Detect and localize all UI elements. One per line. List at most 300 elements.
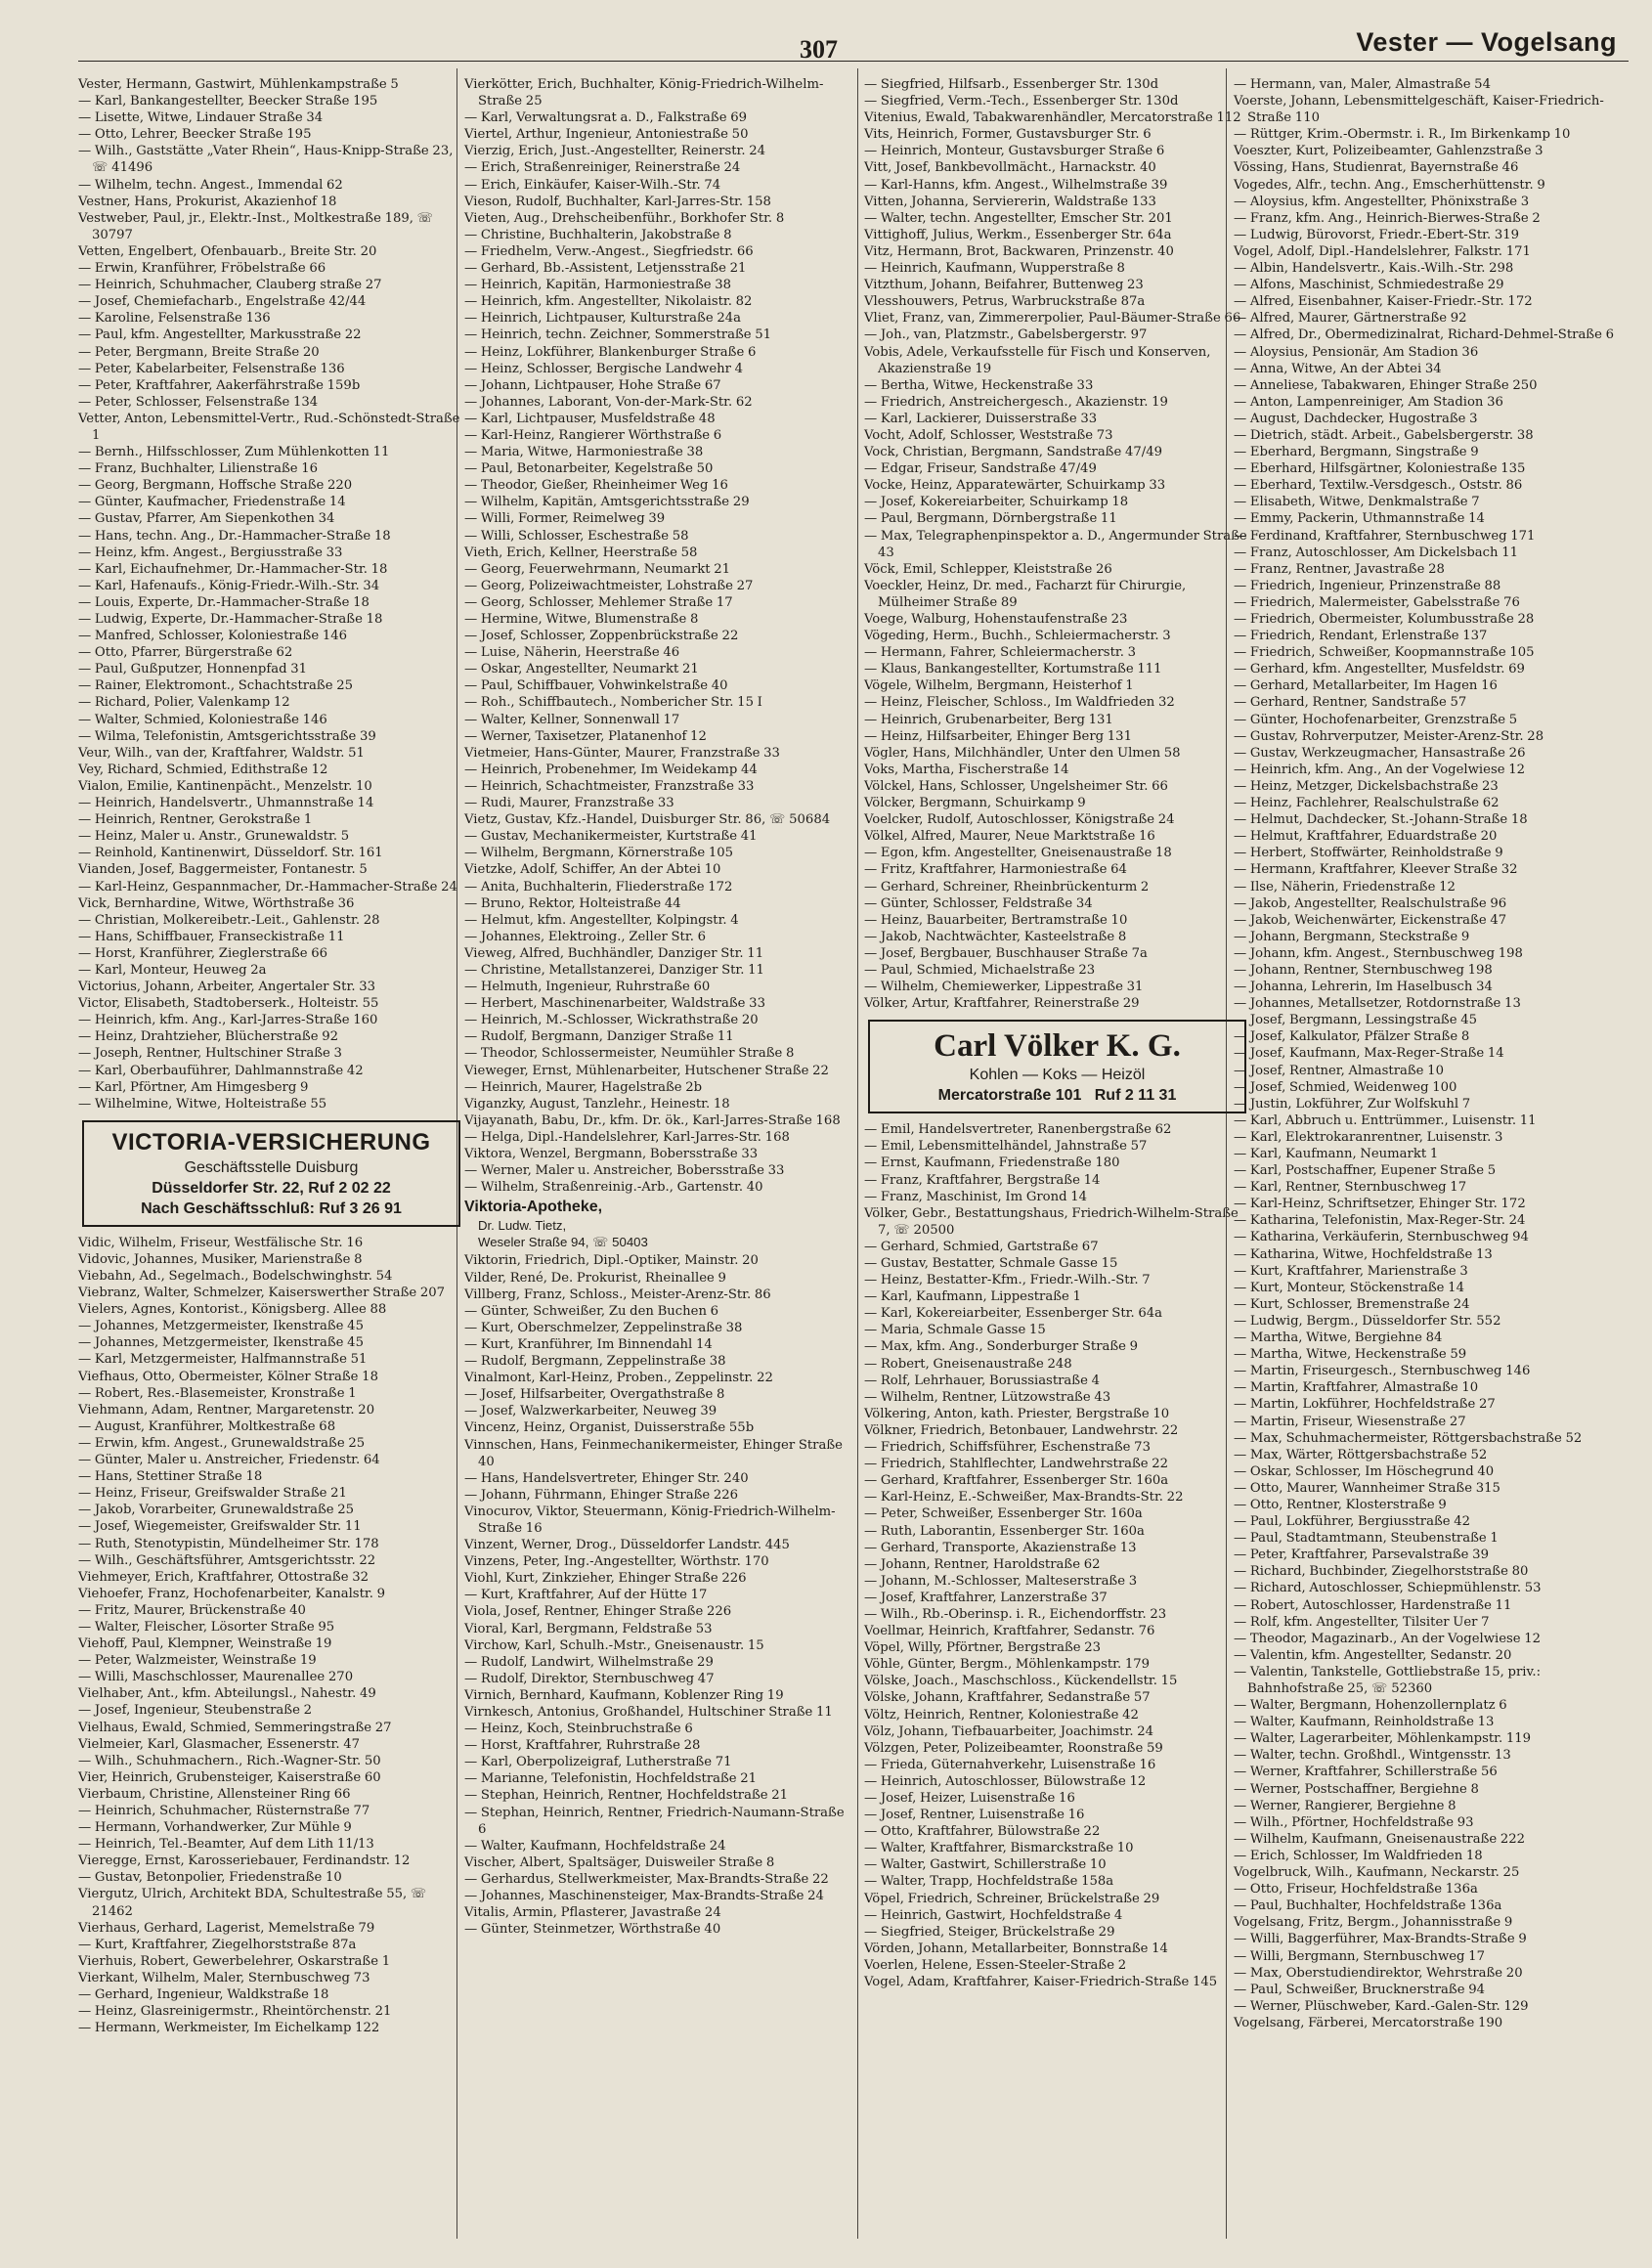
directory-entry: — Johann, Bergmann, Steckstraße 9	[1234, 929, 1470, 944]
directory-entry: Viktora, Wenzel, Bergmann, Bobersstraße 33	[464, 1147, 759, 1161]
directory-entry: — Heinrich, Schuhmacher, Clauberg straße 27	[78, 278, 382, 293]
directory-entry: — Walter, Bergmann, Hohenzollernplatz 6	[1234, 1698, 1507, 1714]
ad-line: Weseler Straße 94, ☏ 50403	[478, 1235, 648, 1250]
directory-entry: — Helmut, Kraftfahrer, Eduardstraße 20	[1234, 829, 1498, 845]
directory-entry: Voege, Walburg, Hohenstaufenstraße 23	[864, 612, 1128, 627]
directory-entry: Vock, Christian, Bergmann, Sandstraße 47/49	[864, 445, 1162, 460]
directory-entry: — Wilma, Telefonistin, Amtsgerichtsstraße 39	[78, 728, 376, 744]
directory-entry: — Willi, Maschschlosser, Maurenallee 270	[78, 1670, 354, 1685]
directory-entry: — Karl-Heinz, Rangierer Wörthstraße 6	[464, 427, 722, 443]
directory-entry: — Gustav, Pfarrer, Am Siepenkothen 34	[78, 511, 335, 527]
directory-entry: — Karl, Oberbauführer, Dahlmannstraße 42	[78, 1063, 364, 1078]
directory-entry: — Ludwig, Bergm., Düsseldorfer Str. 552	[1234, 1313, 1501, 1329]
directory-entry: — Karl, Hafenaufs., König-Friedr.-Wilh.-Str. 34	[78, 578, 380, 593]
directory-entry: Vetter, Anton, Lebensmittel-Vertr., Rud.-Schönstedt-Straße 1	[78, 411, 460, 443]
directory-entry: Viehmeyer, Erich, Kraftfahrer, Ottostraße 32	[78, 1569, 369, 1585]
directory-entry: — Max, kfm. Ang., Sonderburger Straße 9	[864, 1339, 1139, 1355]
directory-entry: — Friedrich, Obermeister, Kolumbusstraße 28	[1234, 612, 1535, 627]
directory-entry: Voerste, Johann, Lebensmittelgeschäft, Kaiser-Friedrich-Straße 110	[1234, 94, 1604, 126]
directory-entry: — Walter, Gastwirt, Schillerstraße 10	[864, 1857, 1107, 1873]
directory-entry: Voks, Martha, Fischerstraße 14	[864, 762, 1069, 777]
directory-entry: — Heinz, Bestatter-Kfm., Friedr.-Wilh.-Str. 7	[864, 1273, 1151, 1288]
directory-entry: — Werner, Maler u. Anstreicher, Bobersstraße 33	[464, 1163, 785, 1179]
directory-entry: Virchow, Karl, Schulh.-Mstr., Gneisenaustr. 15	[464, 1637, 764, 1653]
directory-entry: — Johann, M.-Schlosser, Malteserstraße 3	[864, 1573, 1138, 1589]
directory-entry: Voeszter, Kurt, Polizeibeamter, Gahlenzstraße 3	[1234, 144, 1543, 159]
directory-entry: — Josef, Schmied, Weidenweg 100	[1234, 1079, 1457, 1095]
directory-entry: — Horst, Kranführer, Zieglerstraße 66	[78, 945, 328, 961]
directory-entry: — Franz, Rentner, Javastraße 28	[1234, 561, 1445, 577]
directory-entry: — Karl, Metzgermeister, Halfmannstraße 51	[78, 1352, 368, 1368]
directory-entry: — Wilhelm, techn. Angest., Immendal 62	[78, 177, 343, 193]
directory-entry: — Erich, Schlosser, Im Waldfrieden 18	[1234, 1848, 1483, 1863]
directory-entry: Vielhaus, Ewald, Schmied, Semmeringstraße 27	[78, 1720, 392, 1735]
directory-entry: — Karl, Oberpolizeigraf, Lutherstraße 71	[464, 1755, 732, 1770]
directory-entry: — Edgar, Friseur, Sandstraße 47/49	[864, 461, 1097, 477]
directory-entry: Vitzthum, Johann, Beifahrer, Buttenweg 23	[864, 278, 1144, 293]
directory-entry: — Josef, Heizer, Luisenstraße 16	[864, 1791, 1075, 1806]
directory-entry: Victorius, Johann, Arbeiter, Angertaler Str. 33	[78, 980, 375, 995]
directory-entry: Völcker, Bergmann, Schuirkamp 9	[864, 796, 1086, 811]
directory-entry: — Peter, Schweißer, Essenberger Str. 160a	[864, 1506, 1143, 1522]
directory-entry: Vögele, Wilhelm, Bergmann, Heisterhof 1	[864, 678, 1134, 694]
directory-entry: — Heinrich, techn. Zeichner, Sommerstraße 51	[464, 327, 772, 343]
directory-entry: — Willi, Former, Reimelweg 39	[464, 511, 666, 527]
directory-entry: Vielers, Agnes, Kontorist., Königsberg. Allee 88	[78, 1302, 387, 1318]
directory-entry: — Wilhelm, Rentner, Lützowstraße 43	[864, 1389, 1111, 1405]
directory-entry: — Karl, Pförtner, Am Himgesberg 9	[78, 1079, 309, 1095]
directory-entry: — Martin, Lokführer, Hochfeldstraße 27	[1234, 1397, 1496, 1413]
directory-entry: — Karl-Heinz, Schriftsetzer, Ehinger Str. 172	[1234, 1197, 1526, 1212]
directory-entry: — Max, Telegraphenpinspektor a. D., Angermunder Straße 43	[864, 528, 1247, 560]
directory-entry: — Hans, techn. Ang., Dr.-Hammacher-Straße 18	[78, 528, 391, 544]
directory-entry: Vidic, Wilhelm, Friseur, Westfälische Str. 16	[78, 1235, 364, 1250]
ad-line: Düsseldorfer Str. 22, Ruf 2 02 22	[152, 1179, 391, 1197]
directory-entry: Victor, Elisabeth, Stadtoberserk., Holteistr. 55	[78, 996, 379, 1012]
directory-entry: Vinocurov, Viktor, Steuermann, König-Friedrich-Wilhelm-Straße 16	[464, 1504, 836, 1536]
directory-entry: — Josef, Bergbauer, Buschhauser Straße 7a	[864, 945, 1148, 961]
directory-entry: — Walter, Kellner, Sonnenwall 17	[464, 712, 680, 727]
directory-entry: — Gerhard, Bb.-Assistent, Letjensstraße 21	[464, 261, 747, 277]
directory-entry: — Peter, Kraftfahrer, Aakerfährstraße 159b	[78, 377, 361, 393]
directory-entry: Völzgen, Peter, Polizeibeamter, Roonstraße 59	[864, 1740, 1163, 1756]
directory-entry: — Walter, Kaufmann, Hochfeldstraße 24	[464, 1838, 726, 1854]
directory-entry: — Klaus, Bankangestellter, Kortumstraße 111	[864, 662, 1162, 677]
directory-entry: Vlesshouwers, Petrus, Warbruckstraße 87a	[864, 294, 1146, 310]
directory-entry: — Max, Wärter, Röttgersbachstraße 52	[1234, 1447, 1488, 1462]
directory-entry: — Gustav, Bestatter, Schmale Gasse 15	[864, 1256, 1118, 1271]
directory-entry: — Kurt, Kraftfahrer, Auf der Hütte 17	[464, 1588, 708, 1603]
directory-entry: — Robert, Gneisenaustraße 248	[864, 1356, 1072, 1372]
directory-entry: — Paul, Buchhalter, Hochfeldstraße 136a	[1234, 1898, 1502, 1914]
directory-entry: — Karl, Eichaufnehmer, Dr.-Hammacher-Str. 18	[78, 561, 388, 577]
directory-entry: — Theodor, Gießer, Rheinheimer Weg 16	[464, 478, 728, 494]
directory-entry: Vietz, Gustav, Kfz.-Handel, Duisburger Str. 86, ☏ 50684	[464, 812, 831, 828]
directory-entry: — Josef, Walzwerkarbeiter, Neuweg 39	[464, 1404, 717, 1419]
directory-entry: — Walter, Trapp, Hochfeldstraße 158a	[864, 1874, 1114, 1890]
directory-entry: — Heinz, Bauarbeiter, Bertramstraße 10	[864, 912, 1128, 928]
directory-entry: Virnkesch, Antonius, Großhandel, Hultschiner Straße 11	[464, 1705, 833, 1720]
directory-entry: Vieten, Aug., Drehscheibenführ., Borkhofer Str. 8	[464, 210, 785, 226]
directory-entry: — Friedrich, Rendant, Erlenstraße 137	[1234, 629, 1488, 644]
directory-entry: — Wilh., Rb.-Oberinsp. i. R., Eichendorffstr. 23	[864, 1606, 1167, 1622]
directory-entry: — Gerhard, Rentner, Sandstraße 57	[1234, 695, 1467, 711]
directory-entry: Viebranz, Walter, Schmelzer, Kaiserswerther Straße 207	[78, 1286, 446, 1301]
directory-entry: — Wilh., Pförtner, Hochfeldstraße 93	[1234, 1814, 1474, 1830]
directory-entry: — Karl, Elektrokaranrentner, Luisenstr. 3	[1234, 1129, 1503, 1145]
directory-entry: — Martin, Friseur, Wiesenstraße 27	[1234, 1414, 1466, 1429]
directory-entry: Vijayanath, Babu, Dr., kfm. Dr. ök., Karl-Jarres-Straße 168	[464, 1112, 841, 1128]
directory-entry: — Josef, Hilfsarbeiter, Overgathstraße 8	[464, 1387, 725, 1403]
directory-entry: — Johannes, Laborant, Von-der-Mark-Str. 62	[464, 394, 753, 410]
directory-entry: Vioral, Karl, Bergmann, Feldstraße 53	[464, 1621, 713, 1636]
directory-entry: Viehoefer, Franz, Hochofenarbeiter, Kanalstr. 9	[78, 1586, 386, 1601]
directory-entry: — Reinhold, Kantinenwirt, Düsseldorf. Str. 161	[78, 846, 383, 861]
directory-entry: — Ludwig, Experte, Dr.-Hammacher-Straße 18	[78, 612, 383, 627]
directory-entry: Voeckler, Heinz, Dr. med., Facharzt für Chirurgie, Mülheimer Straße 89	[864, 578, 1187, 610]
directory-entry: — Werner, Rangierer, Bergiehne 8	[1234, 1798, 1456, 1813]
directory-entry: Viola, Josef, Rentner, Ehinger Straße 226	[464, 1604, 732, 1620]
directory-entry: Vogedes, Alfr., techn. Ang., Emscherhüttenstr. 9	[1234, 177, 1545, 193]
directory-entry: — Gerhard, Transporte, Akazienstraße 13	[864, 1540, 1137, 1555]
directory-entry: — Josef, Kaufmann, Max-Reger-Straße 14	[1234, 1046, 1504, 1062]
directory-entry: — Katharina, Telefonistin, Max-Reger-Str. 24	[1234, 1213, 1526, 1229]
directory-entry: Völtz, Heinrich, Rentner, Koloniestraße 42	[864, 1707, 1139, 1723]
directory-entry: — Rüttger, Krim.-Obermstr. i. R., Im Birkenkamp 10	[1234, 127, 1571, 143]
directory-entry: — Stephan, Heinrich, Rentner, Friedrich-Naumann-Straße 6	[464, 1805, 845, 1837]
directory-entry: — Hans, Stettiner Straße 18	[78, 1469, 263, 1485]
directory-entry: Völkering, Anton, kath. Priester, Bergstraße 10	[864, 1406, 1170, 1421]
directory-entry: Vietzke, Adolf, Schiffer, An der Abtei 10	[464, 862, 721, 878]
directory-entry: — Valentin, kfm. Angestellter, Sedanstr. 20	[1234, 1647, 1512, 1663]
directory-entry: — Otto, Lehrer, Beecker Straße 195	[78, 127, 312, 143]
directory-entry: — Willi, Bergmann, Sternbuschweg 17	[1234, 1948, 1485, 1964]
directory-entry: — Valentin, Tankstelle, Gottliebstraße 15, priv.: Bahnhofstraße 25, ☏ 52360	[1234, 1664, 1542, 1696]
directory-entry: — Ruth, Laborantin, Essenberger Str. 160a	[864, 1523, 1145, 1539]
directory-entry: — Hermann, Kraftfahrer, Kleever Straße 32	[1234, 862, 1518, 878]
directory-entry: — Robert, Autoschlosser, Hardenstraße 11	[1234, 1597, 1512, 1613]
directory-entry: Vittighoff, Julius, Werkm., Essenberger Str. 64a	[864, 227, 1172, 242]
directory-entry: — Hermann, van, Maler, Almastraße 54	[1234, 77, 1491, 92]
directory-entry: — Heinrich, kfm. Ang., An der Vogelwiese 12	[1234, 762, 1525, 777]
directory-entry: — Rolf, Lehrhauer, Borussiastraße 4	[864, 1373, 1100, 1388]
directory-entry: — Josef, Kokereiarbeiter, Schuirkamp 18	[864, 495, 1129, 510]
directory-entry: — Friedrich, Stahlflechter, Landwehrstraße 22	[864, 1457, 1169, 1472]
directory-entry: Vestweber, Paul, jr., Elektr.-Inst., Moltkestraße 189, ☏ 30797	[78, 210, 434, 242]
ad-line: Kohlen — Koks — Heizöl	[969, 1067, 1146, 1084]
directory-entry: Vössing, Hans, Studienrat, Bayernstraße 46	[1234, 160, 1519, 176]
directory-entry: — Egon, kfm. Angestellter, Gneisenaustraße 18	[864, 846, 1172, 861]
directory-entry: Vocke, Heinz, Apparatewärter, Schuirkamp 33	[864, 478, 1166, 494]
directory-entry: — Ludwig, Bürovorst, Friedr.-Ebert-Str. 319	[1234, 227, 1520, 242]
directory-entry: — Georg, Schlosser, Mehlemer Straße 17	[464, 594, 733, 610]
directory-entry: — Martha, Witwe, Heckenstraße 59	[1234, 1347, 1467, 1363]
directory-entry: — Josef, Ingenieur, Steubenstraße 2	[78, 1703, 312, 1719]
directory-entry: — Hermann, Fahrer, Schleiermacherstr. 3	[864, 645, 1136, 661]
directory-entry: — Günter, Schlosser, Feldstraße 34	[864, 895, 1093, 911]
directory-entry: — Ferdinand, Kraftfahrer, Sternbuschweg 171	[1234, 528, 1536, 544]
directory-entry: — Gustav, Betonpolier, Friedenstraße 10	[78, 1870, 342, 1886]
directory-entry: — Paul, Schmied, Michaelstraße 23	[864, 962, 1096, 978]
directory-entry: — Johannes, Metallsetzer, Rotdornstraße 13	[1234, 996, 1521, 1012]
directory-entry: — Paul, kfm. Angestellter, Markusstraße 22	[78, 327, 362, 343]
directory-entry: — Hermann, Werkmeister, Im Eichelkamp 122	[78, 2021, 380, 2036]
directory-entry: Vobis, Adele, Verkaufsstelle für Fisch und Konserven, Akazienstraße 19	[864, 344, 1211, 376]
directory-entry: — Wilhelmine, Witwe, Holteistraße 55	[78, 1096, 327, 1112]
directory-entry: — Gerhardus, Stellwerkmeister, Max-Brandts-Straße 22	[464, 1871, 829, 1887]
directory-entry: — Kurt, Monteur, Stöckenstraße 14	[1234, 1280, 1464, 1295]
directory-entry: Vörden, Johann, Metallarbeiter, Bonnstraße 14	[864, 1941, 1168, 1956]
directory-entry: — Max, Schuhmachermeister, Röttgersbachstraße 52	[1234, 1430, 1583, 1446]
directory-entry: — Johann, Lichtpauser, Hohe Straße 67	[464, 377, 721, 393]
directory-entry: — Peter, Walzmeister, Weinstraße 19	[78, 1653, 317, 1669]
directory-entry: — Maria, Witwe, Harmoniestraße 38	[464, 445, 704, 460]
directory-entry: — Franz, Buchhalter, Lilienstraße 16	[78, 461, 319, 477]
directory-entry: — Wilhelm, Kapitän, Amtsgerichtsstraße 29	[464, 495, 750, 510]
directory-entry: Vogel, Adolf, Dipl.-Handelslehrer, Falkstr. 171	[1234, 243, 1531, 259]
directory-entry: — Wilhelm, Kaufmann, Gneisenaustraße 222	[1234, 1831, 1526, 1847]
directory-entry: — Kurt, Schlosser, Bremenstraße 24	[1234, 1296, 1470, 1312]
directory-entry: — Erich, Straßenreiniger, Reinerstraße 24	[464, 160, 741, 176]
directory-entry: — Werner, Plüschweber, Kard.-Galen-Str. 129	[1234, 1998, 1529, 2014]
directory-entry: — Emmy, Packerin, Uthmannstraße 14	[1234, 511, 1485, 527]
directory-entry: — Katharina, Witwe, Hochfeldstraße 13	[1234, 1246, 1493, 1262]
directory-entry: — Heinrich, Monteur, Gustavsburger Straße 6	[864, 144, 1165, 159]
directory-entry: — Heinrich, Autoschlosser, Bülowstraße 12	[864, 1773, 1147, 1789]
directory-entry: Vierhuis, Robert, Gewerbelehrer, Oskarstraße 1	[78, 1953, 391, 1969]
directory-entry: — Peter, Schlosser, Felsenstraße 134	[78, 394, 319, 410]
directory-entry: — Emil, Handelsvertreter, Ranenbergstraße 62	[864, 1122, 1172, 1138]
directory-entry: — Friedrich, Ingenieur, Prinzenstraße 88	[1234, 578, 1501, 593]
directory-entry: — Fritz, Kraftfahrer, Harmoniestraße 64	[864, 862, 1127, 878]
directory-entry: — Elisabeth, Witwe, Denkmalstraße 7	[1234, 495, 1480, 510]
directory-entry: Vieson, Rudolf, Buchhalter, Karl-Jarres-Str. 158	[464, 194, 771, 209]
directory-entry: Vilder, René, De. Prokurist, Rheinallee 9	[464, 1270, 726, 1286]
directory-entry: — Manfred, Schlosser, Koloniestraße 146	[78, 629, 348, 644]
ad-title: Carl Völker K. G.	[934, 1028, 1181, 1065]
directory-entry: Voerlen, Helene, Essen-Steeler-Straße 2	[864, 1957, 1127, 1973]
ad-title: Viktoria-Apotheke,	[464, 1199, 603, 1216]
directory-entry: — Peter, Kabelarbeiter, Felsenstraße 136	[78, 361, 345, 376]
directory-entry: — Friedhelm, Verw.-Angest., Siegfriedstr. 66	[464, 243, 754, 259]
directory-entry: — Wilh., Geschäftsführer, Amtsgerichtsstr. 22	[78, 1552, 376, 1568]
directory-entry: — Rolf, kfm. Angestellter, Tilsiter Uer 7	[1234, 1614, 1490, 1630]
directory-entry: Vietmeier, Hans-Günter, Maurer, Franzstraße 33	[464, 745, 780, 761]
directory-entry: — Siegfried, Verm.-Tech., Essenberger Str. 130d	[864, 94, 1179, 109]
directory-entry: Voellmar, Heinrich, Kraftfahrer, Sedanstr. 76	[864, 1624, 1155, 1639]
directory-entry: Vitt, Josef, Bankbevollmächt., Harnackstr. 40	[864, 160, 1156, 176]
directory-entry: — Albin, Handelsvertr., Kais.-Wilh.-Str. 298	[1234, 261, 1514, 277]
directory-entry: — Heinz, Fleischer, Schloss., Im Waldfrieden 32	[864, 695, 1175, 711]
directory-entry: — Heinz, Fachlehrer, Realschulstraße 62	[1234, 796, 1500, 811]
directory-entry: — Karl-Hanns, kfm. Angest., Wilhelmstraße 39	[864, 177, 1168, 193]
directory-entry: — Louis, Experte, Dr.-Hammacher-Straße 18	[78, 594, 370, 610]
directory-entry: Vieregge, Ernst, Karosseriebauer, Ferdinandstr. 12	[78, 1854, 411, 1869]
directory-entry: — Ilse, Näherin, Friedenstraße 12	[1234, 879, 1456, 894]
viktoria-apotheke-entry	[464, 1198, 850, 1250]
directory-entry: — Josef, Rentner, Almastraße 10	[1234, 1063, 1444, 1078]
directory-entry: — Heinrich, Gastwirt, Hochfeldstraße 4	[864, 1907, 1123, 1923]
directory-entry: — August, Kranführer, Moltkestraße 68	[78, 1418, 336, 1434]
directory-entry: Vielhaber, Ant., kfm. Abteilungsl., Nahestr. 49	[78, 1686, 376, 1702]
directory-entry: — Johannes, Metzgermeister, Ikenstraße 45	[78, 1335, 364, 1351]
directory-entry: — Josef, Wiegemeister, Greifswalder Str. 11	[78, 1519, 362, 1535]
directory-entry: Vialon, Emilie, Kantinenpächt., Menzelstr. 10	[78, 778, 372, 794]
directory-entry: Viebahn, Ad., Segelmach., Bodelschwinghstr. 54	[78, 1269, 393, 1284]
directory-entry: Vogel, Adam, Kraftfahrer, Kaiser-Friedrich-Straße 145	[864, 1975, 1218, 1990]
directory-entry: Viefhaus, Otto, Obermeister, Kölner Straße 18	[78, 1369, 378, 1384]
directory-entry: — Wilhelm, Chemiewerker, Lippestraße 31	[864, 980, 1144, 995]
directory-entry: — Heinz, Lokführer, Blankenburger Straße 6	[464, 344, 757, 360]
directory-entry: Völske, Johann, Kraftfahrer, Sedanstraße 57	[864, 1690, 1151, 1706]
directory-entry: — Martin, Friseurgesch., Sternbuschweg 146	[1234, 1364, 1531, 1379]
directory-entry: — Katharina, Verkäuferin, Sternbuschweg 94	[1234, 1230, 1529, 1245]
directory-entry: — Bertha, Witwe, Heckenstraße 33	[864, 377, 1094, 393]
directory-entry: — Franz, Autoschlosser, Am Dickelsbach 11	[1234, 545, 1518, 560]
directory-entry: Vidovic, Johannes, Musiker, Marienstraße 8	[78, 1251, 363, 1267]
directory-entry: — August, Dachdecker, Hugostraße 3	[1234, 411, 1478, 426]
directory-entry: — Ruth, Stenotypistin, Mündelheimer Str. 178	[78, 1536, 379, 1551]
directory-entry: — Gustav, Mechanikermeister, Kurtstraße 41	[464, 829, 758, 845]
directory-entry: — Willi, Baggerführer, Max-Brandts-Straße 9	[1234, 1932, 1527, 1947]
directory-entry: — Paul, Stadtamtmann, Steubenstraße 1	[1234, 1531, 1499, 1547]
directory-entry: Vinnschen, Hans, Feinmechanikermeister, Ehinger Straße 40	[464, 1437, 843, 1469]
directory-entry: — Werner, Postschaffner, Bergiehne 8	[1234, 1781, 1479, 1797]
directory-entry: — Helmut, Dachdecker, St.-Johann-Straße 18	[1234, 812, 1528, 828]
page-number: 307	[800, 35, 838, 64]
directory-entry: Voelcker, Rudolf, Autoschlosser, Königstraße 24	[864, 812, 1175, 828]
directory-entry: Viohl, Kurt, Zinkzieher, Ehinger Straße 226	[464, 1571, 747, 1587]
directory-entry: — Josef, Schlosser, Zoppenbrückstraße 22	[464, 629, 739, 644]
directory-entry: — Franz, Maschinist, Im Grond 14	[864, 1189, 1088, 1204]
directory-entry: — Heinrich, Handelsvertr., Uhmannstraße 14	[78, 796, 374, 811]
directory-entry: — Alfred, Dr., Obermedizinalrat, Richard-Dehmel-Straße 6	[1234, 327, 1614, 343]
directory-entry: — Otto, Friseur, Hochfeldstraße 136a	[1234, 1882, 1478, 1897]
directory-entry: — Gerhard, Kraftfahrer, Essenberger Str. 160a	[864, 1473, 1169, 1489]
directory-entry: — Siegfried, Steiger, Brückelstraße 29	[864, 1924, 1115, 1940]
directory-entry: — Jakob, Nachtwächter, Kasteelstraße 8	[864, 929, 1127, 944]
directory-entry: Vestner, Hans, Prokurist, Akazienhof 18	[78, 194, 337, 209]
directory-entry: — Marianne, Telefonistin, Hochfeldstraße 21	[464, 1771, 758, 1787]
directory-entry: Vitalis, Armin, Pflasterer, Javastraße 24	[464, 1905, 721, 1921]
directory-entry: — Friedrich, Anstreichergesch., Akazienstr. 19	[864, 394, 1168, 410]
directory-entry: Viergutz, Ulrich, Architekt BDA, Schultestraße 55, ☏ 21462	[78, 1887, 427, 1919]
directory-entry: — Karl, Lichtpauser, Musfeldstraße 48	[464, 411, 716, 426]
directory-entry: — Friedrich, Malermeister, Gabelsstraße 76	[1234, 594, 1520, 610]
directory-entry: — Gerhard, kfm. Angestellter, Musfeldstr. 69	[1234, 662, 1525, 677]
directory-entry: — Heinrich, Kaufmann, Wupperstraße 8	[864, 261, 1125, 277]
directory-entry: Vogelsang, Färberei, Mercatorstraße 190	[1234, 2015, 1503, 2030]
directory-entry: Vincenz, Heinz, Organist, Duisserstraße 55b	[464, 1420, 755, 1436]
directory-column-4	[1234, 76, 1634, 2031]
directory-entry: — Christian, Molkereibetr.-Leit., Gahlenstr. 28	[78, 912, 380, 928]
ad-title: VICTORIA-VERSICHERUNG	[111, 1128, 431, 1156]
directory-entry: Vierhaus, Gerhard, Lagerist, Memelstraße 79	[78, 1920, 375, 1936]
directory-entry: Völkel, Alfred, Maurer, Neue Marktstraße 16	[864, 829, 1155, 845]
directory-entry: Villberg, Franz, Schloss., Meister-Arenz-Str. 86	[464, 1287, 771, 1302]
directory-entry: — Jakob, Angestellter, Realschulstraße 96	[1234, 895, 1507, 911]
directory-entry: — Franz, Kraftfahrer, Bergstraße 14	[864, 1172, 1101, 1188]
directory-entry: — Josef, Kraftfahrer, Lanzerstraße 37	[864, 1590, 1108, 1605]
directory-entry: — Walter, Kaufmann, Reinholdstraße 13	[1234, 1715, 1495, 1730]
directory-entry: — Günter, Kaufmacher, Friedenstraße 14	[78, 495, 346, 510]
directory-entry: — Josef, Bergmann, Lessingstraße 45	[1234, 1013, 1478, 1028]
directory-entry: — Walter, Lagerarbeiter, Möhlenkampstr. 119	[1234, 1731, 1532, 1747]
directory-entry: — Paul, Schiffbauer, Vohwinkelstraße 40	[464, 678, 728, 694]
directory-entry: — Gerhard, Schmied, Gartstraße 67	[864, 1239, 1099, 1254]
directory-entry: — Richard, Buchbinder, Ziegelhorststraße 80	[1234, 1564, 1529, 1580]
directory-entry: — Joh., van, Platzmstr., Gabelsbergerstr. 97	[864, 327, 1148, 343]
directory-entry: — Helga, Dipl.-Handelslehrer, Karl-Jarres-Str. 168	[464, 1129, 790, 1145]
directory-entry: — Kurt, Oberschmelzer, Zeppelinstraße 38	[464, 1320, 743, 1335]
directory-entry: — Hermine, Witwe, Blumenstraße 8	[464, 612, 699, 627]
directory-entry: — Heinrich, Lichtpauser, Kulturstraße 24a	[464, 311, 741, 327]
directory-entry: Vögeding, Herm., Buchh., Schleiermacherstr. 3	[864, 629, 1171, 644]
directory-entry: — Günter, Maler u. Anstreicher, Friedenstr. 64	[78, 1453, 380, 1468]
directory-entry: — Karl, Lackierer, Duisserstraße 33	[864, 411, 1098, 426]
directory-entry: — Hermann, Vorhandwerker, Zur Mühle 9	[78, 1820, 352, 1836]
directory-entry: — Karl, Monteur, Heuweg 2a	[78, 962, 267, 978]
directory-entry: Veur, Wilh., van der, Kraftfahrer, Waldstr. 51	[78, 745, 365, 761]
directory-entry: — Erwin, kfm. Angest., Grunewaldstraße 25	[78, 1435, 366, 1451]
directory-entry: — Georg, Bergmann, Hoffsche Straße 220	[78, 478, 353, 494]
directory-entry: — Günter, Hochofenarbeiter, Grenzstraße 5	[1234, 712, 1518, 727]
directory-entry: Vierkötter, Erich, Buchhalter, König-Friedrich-Wilhelm-Straße 25	[464, 77, 824, 109]
victoria-insurance-ad	[82, 1120, 460, 1227]
directory-entry: — Luise, Näherin, Heerstraße 46	[464, 645, 680, 661]
directory-entry: — Heinz, Friseur, Greifswalder Straße 21	[78, 1486, 347, 1502]
directory-entry: — Justin, Lokführer, Zur Wolfskuhl 7	[1234, 1096, 1471, 1112]
directory-entry: — Kurt, Kraftfahrer, Marienstraße 3	[1234, 1263, 1468, 1279]
directory-entry: — Karl, Kaufmann, Lippestraße 1	[864, 1289, 1081, 1305]
directory-entry: — Willi, Schlosser, Eschestraße 58	[464, 528, 689, 544]
directory-entry: — Karl, Rentner, Sternbuschweg 17	[1234, 1180, 1467, 1196]
directory-entry: — Stephan, Heinrich, Rentner, Hochfeldstraße 21	[464, 1788, 789, 1804]
directory-entry: — Christine, Buchhalterin, Jakobstraße 8	[464, 227, 732, 242]
directory-entry: Vocht, Adolf, Schlosser, Weststraße 73	[864, 427, 1113, 443]
directory-entry: — Gustav, Rohrverputzer, Meister-Arenz-Str. 28	[1234, 728, 1544, 744]
directory-entry: — Werner, Kraftfahrer, Schillerstraße 56	[1234, 1765, 1498, 1780]
directory-entry: — Rudolf, Direktor, Sternbuschweg 47	[464, 1671, 715, 1686]
directory-entry: Vöpel, Willy, Pförtner, Bergstraße 23	[864, 1640, 1102, 1656]
directory-entry: — Johann, Führmann, Ehinger Straße 226	[464, 1487, 739, 1503]
directory-entry: — Georg, Polizeiwachtmeister, Lohstraße 27	[464, 578, 754, 593]
directory-entry: — Friedrich, Schiffsführer, Eschenstraße 73	[864, 1440, 1151, 1456]
directory-entry: — Heinrich, Maurer, Hagelstraße 2b	[464, 1079, 703, 1095]
directory-entry: Vinalmont, Karl-Heinz, Proben., Zeppelinstr. 22	[464, 1371, 773, 1386]
directory-entry: — Otto, Pfarrer, Bürgerstraße 62	[78, 645, 293, 661]
directory-entry: — Rudi, Maurer, Franzstraße 33	[464, 796, 674, 811]
directory-entry: Vinzent, Werner, Drog., Düsseldorfer Landstr. 445	[464, 1538, 790, 1553]
directory-entry: — Werner, Taxisetzer, Platanenhof 12	[464, 728, 707, 744]
directory-entry: — Gerhard, Ingenieur, Waldkstraße 18	[78, 1987, 329, 2003]
directory-entry: — Emil, Lebensmittelhändel, Jahnstraße 57	[864, 1139, 1148, 1155]
directory-entry: — Herbert, Maschinenarbeiter, Waldstraße 33	[464, 996, 765, 1012]
directory-entry: — Karoline, Felsenstraße 136	[78, 311, 271, 327]
directory-entry: — Wilhelm, Straßenreinig.-Arb., Gartenstr. 40	[464, 1180, 763, 1196]
directory-entry: Vogelsang, Fritz, Bergm., Johannisstraße 9	[1234, 1915, 1513, 1931]
directory-entry: Vetten, Engelbert, Ofenbauarb., Breite Str. 20	[78, 243, 377, 259]
directory-entry: — Peter, Kraftfahrer, Parsevalstraße 39	[1234, 1548, 1489, 1563]
header-rule	[78, 61, 1629, 62]
directory-entry: Vier, Heinrich, Grubensteiger, Kaiserstraße 60	[78, 1769, 381, 1785]
directory-entry: — Horst, Kraftfahrer, Ruhrstraße 28	[464, 1738, 701, 1754]
directory-entry: Vöck, Emil, Schlepper, Kleiststraße 26	[864, 561, 1112, 577]
directory-entry: — Johanna, Lehrerin, Im Haselbusch 34	[1234, 980, 1493, 995]
directory-entry: — Joseph, Rentner, Hultschiner Straße 3	[78, 1046, 342, 1062]
directory-entry: — Heinz, Drahtzieher, Blücherstraße 92	[78, 1029, 338, 1045]
column-divider	[857, 68, 858, 2239]
